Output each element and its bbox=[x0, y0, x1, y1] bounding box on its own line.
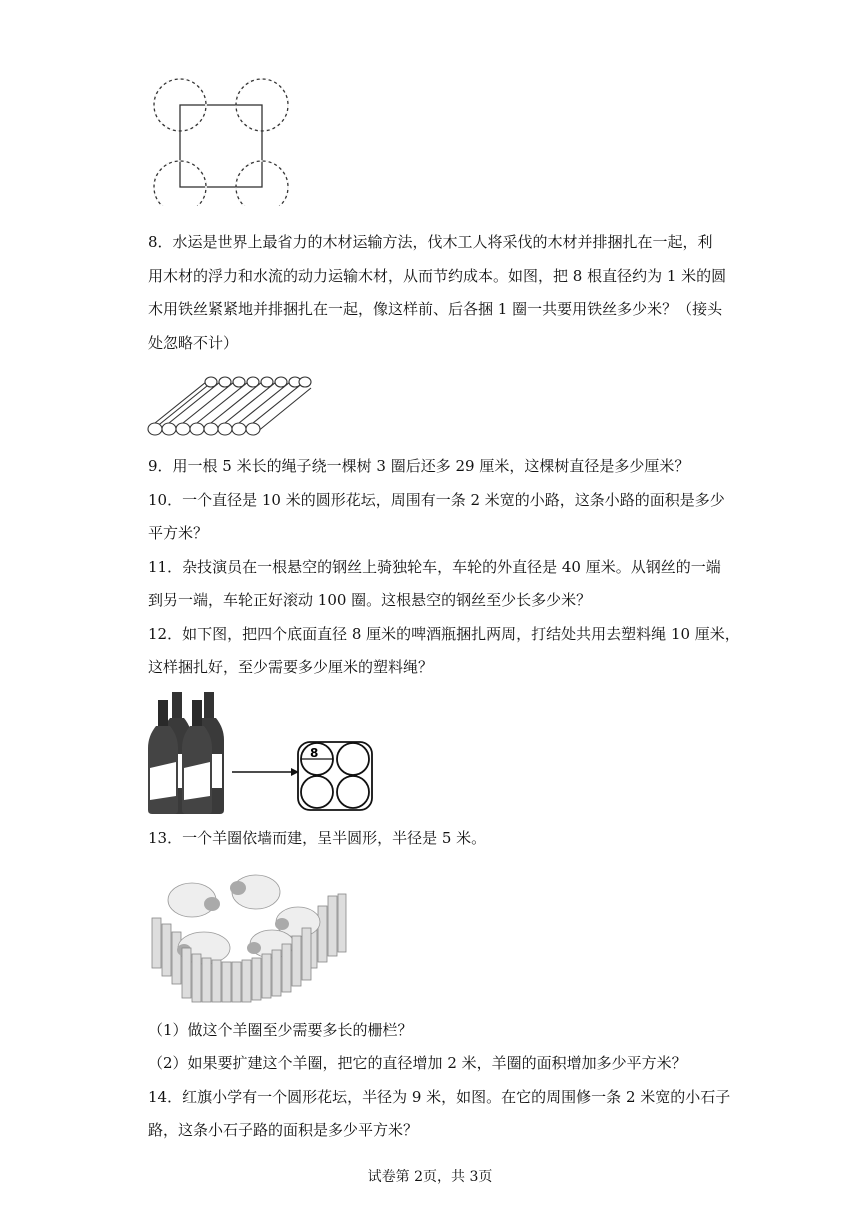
q12-line2: 这样捆扎好，至少需要多少厘米的塑料绳？ bbox=[148, 658, 434, 676]
diameter-label: 8 bbox=[310, 746, 319, 760]
sheep-pen-figure bbox=[148, 866, 348, 1004]
q12-line1: 12．如下图，把四个底面直径 8 厘米的啤酒瓶捆扎两周，打结处共用去塑料绳 10 厘米， bbox=[148, 625, 740, 643]
page-footer: 试卷第 2页，共 3页 bbox=[367, 1169, 493, 1185]
q10-line1: 10．一个直径是 10 米的圆形花坛，周围有一条 2 米宽的小路，这条小路的面积是多少 bbox=[148, 491, 725, 509]
q13-line1: 13．一个羊圈依墙而建，呈半圆形，半径是 5 米。 bbox=[148, 829, 487, 847]
q13-sub2: （2）如果要扩建这个羊圈，把它的直径增加 2 米，羊圈的面积增加多少平方米？ bbox=[148, 1054, 687, 1072]
q8-line1: 8．水运是世界上最省力的木材运输方法，伐木工人将采伐的木材并排捆扎在一起，利 bbox=[148, 233, 713, 251]
q13-sub1: （1）做这个羊圈至少需要多长的栅栏？ bbox=[148, 1021, 413, 1039]
q11-line2: 到另一端，车轮正好滚动 100 圈。这根悬空的钢丝至少长多少米？ bbox=[148, 591, 592, 609]
bottle-icons bbox=[148, 692, 224, 814]
q10-line2: 平方米？ bbox=[148, 524, 209, 542]
q8-line4: 处忽略不计） bbox=[148, 334, 239, 352]
q9-line1: 9．用一根 5 米长的绳子绕一棵树 3 圈后还多 29 厘米，这棵树直径是多少厘米？ bbox=[148, 457, 690, 475]
q8-line2: 用木材的浮力和水流的动力运输木材，从而节约成本。如图，把 8 根直径约为 1 米的圆 bbox=[148, 267, 727, 285]
q14-line2: 路，这条小石子路的面积是多少平方米？ bbox=[148, 1121, 419, 1139]
bottles-figure bbox=[148, 692, 388, 816]
q14-line1: 14．红旗小学有一个圆形花坛，半径为 9 米，如图。在它的周围修一条 2 米宽的小石子 bbox=[148, 1088, 731, 1106]
q8-line3: 木用铁丝紧紧地并排捆扎在一起，像这样前、后各捆 1 圈一共要用铁丝多少米？（接头 bbox=[148, 300, 723, 318]
log-bundle-figure bbox=[145, 370, 315, 442]
square-circles-figure bbox=[148, 76, 298, 206]
q11-line1: 11．杂技演员在一根悬空的钢丝上骑独轮车，车轮的外直径是 40 厘米。从钢丝的一端 bbox=[148, 558, 721, 576]
